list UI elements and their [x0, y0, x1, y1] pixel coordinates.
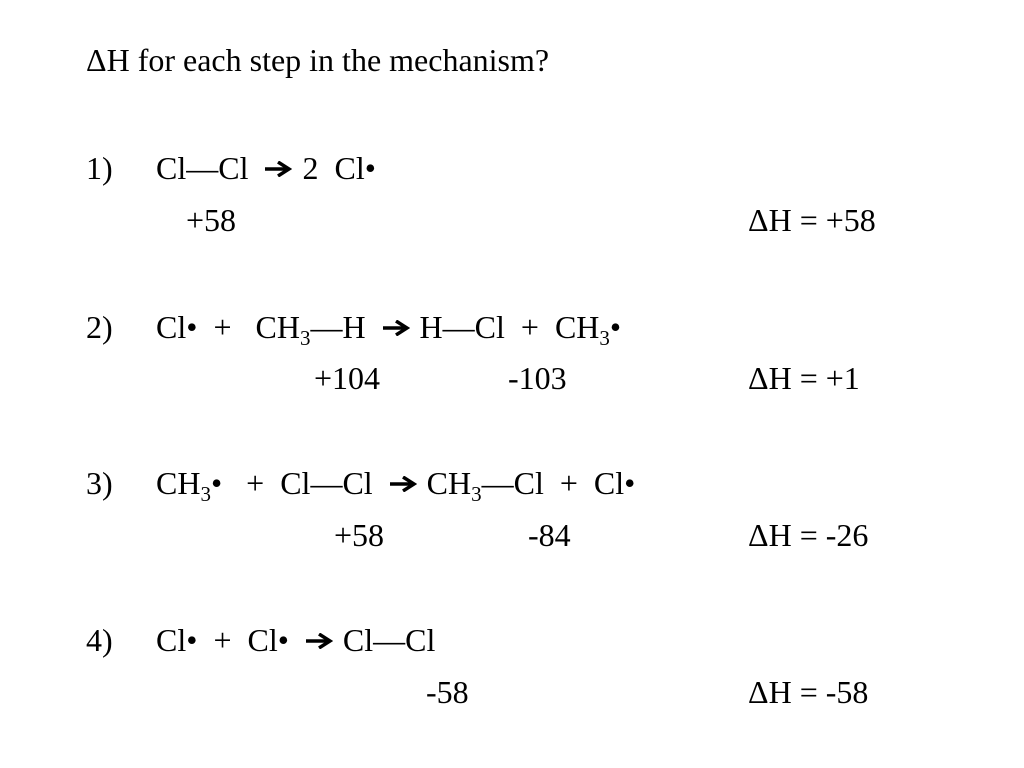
step-1-bond-value: +58 — [186, 202, 237, 238]
step-1-equation — [156, 148, 376, 188]
plus-sign: + — [520, 309, 539, 345]
step-2-product-text: H—Cl — [419, 309, 521, 345]
step-2-number: 2) — [86, 309, 113, 345]
step-3-number: 3) — [86, 465, 113, 501]
step-2-product-methyl: CH — [538, 309, 600, 345]
step-4-bond-formed-value: -58 — [426, 674, 469, 710]
step-3-bond-formed-value: -84 — [528, 517, 571, 553]
subscript: 3 — [599, 326, 610, 350]
reaction-arrow-icon — [378, 307, 412, 347]
step-1-delta-h: ΔH = +58 — [748, 202, 876, 238]
step-2-bond-formed-value: -103 — [508, 360, 567, 396]
step-4-equation — [156, 620, 435, 660]
subscript: 3 — [471, 482, 482, 506]
step-2-reactant-text: Cl• + CH — [156, 309, 300, 345]
step-1-products: 2 Cl• — [302, 150, 376, 186]
subscript: 3 — [299, 326, 311, 350]
step-4-number: 4) — [86, 622, 113, 658]
step-4-products: Cl—Cl — [342, 622, 436, 658]
step-3-delta-h: ΔH = -26 — [748, 517, 869, 553]
step-3-equation — [156, 463, 636, 506]
reaction-arrow-icon — [260, 148, 294, 188]
reaction-arrow-icon — [385, 463, 419, 503]
reaction-arrow-icon — [301, 620, 335, 660]
step-2-delta-h: ΔH = +1 — [748, 360, 860, 396]
step-2-reactants — [156, 309, 366, 350]
step-4-reactants: Cl• + Cl• — [156, 622, 289, 658]
step-3-reactant-rest: • + Cl—Cl — [210, 465, 373, 501]
step-3-reactants — [156, 465, 373, 506]
step-3-products — [426, 465, 636, 506]
step-3-product-rest: —Cl + Cl• — [481, 465, 636, 501]
subscript: 3 — [200, 482, 211, 506]
step-2-reactant-bond: —H — [310, 309, 366, 345]
step-4-delta-h: ΔH = -58 — [748, 674, 869, 710]
step-2-products — [419, 309, 622, 350]
step-3-product-text: CH — [426, 465, 472, 501]
step-3-reactant-text: CH — [156, 465, 201, 501]
step-1-reactants: Cl—Cl — [156, 150, 249, 186]
step-3-bond-broken-value: +58 — [334, 517, 385, 553]
radical-dot: • — [609, 309, 622, 345]
slide-title: ΔH for each step in the mechanism? — [86, 42, 550, 78]
step-2-bond-broken-value: +104 — [314, 360, 381, 396]
step-1-number: 1) — [86, 150, 113, 186]
step-2-equation — [156, 307, 622, 350]
